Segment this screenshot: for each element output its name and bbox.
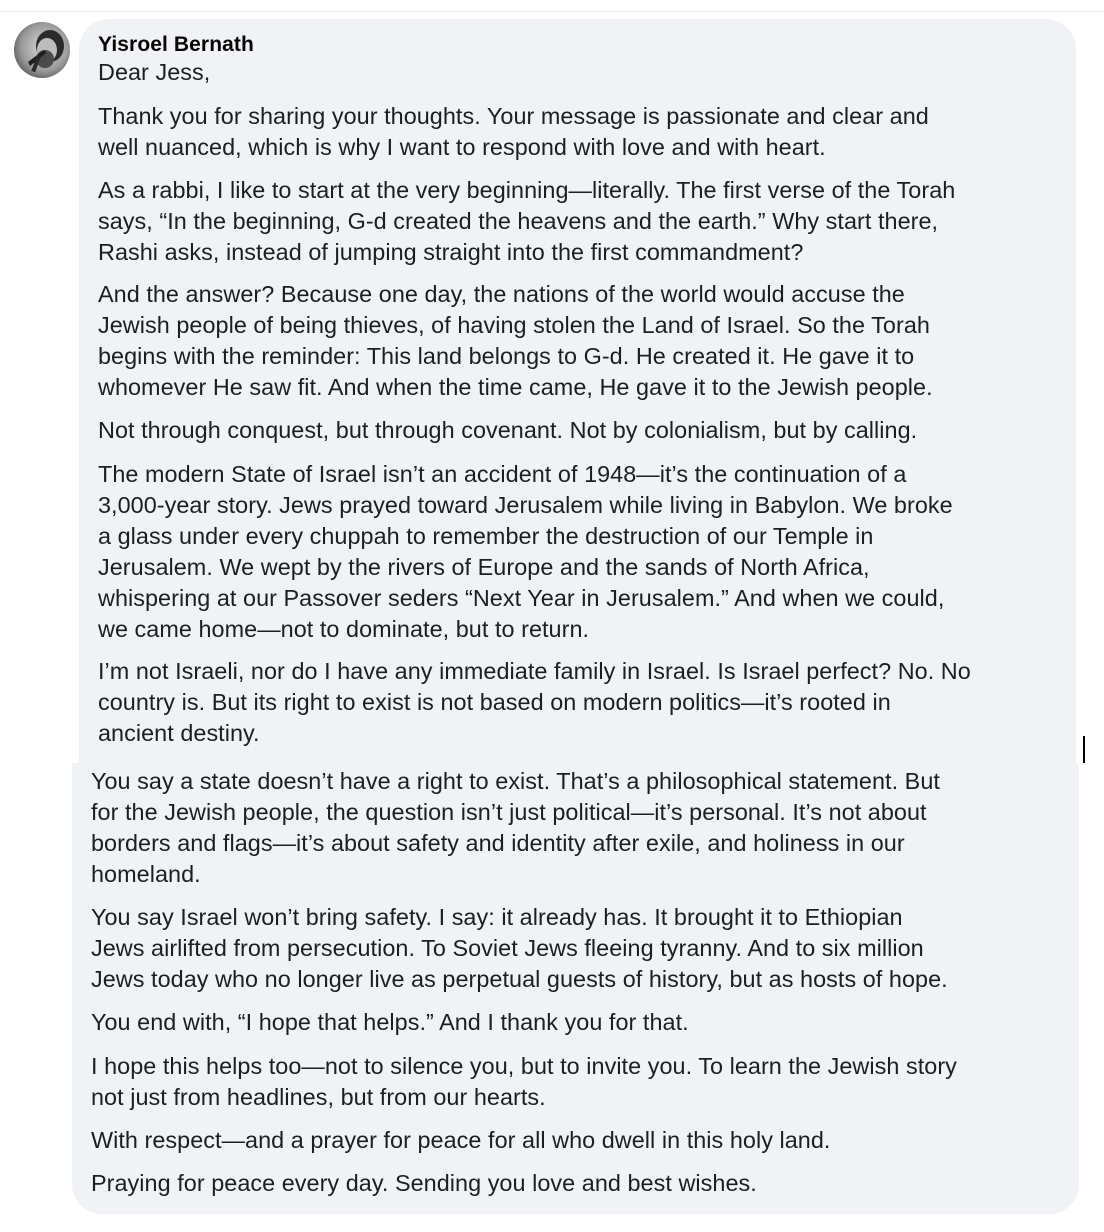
author-avatar[interactable]	[14, 22, 70, 78]
comment-paragraph-5: The modern State of Israel isn’t an accident of 1948—it’s the continuation of a 3,000-year story. Jews prayed toward Jerusalem while living in Babylon. We broke a glass under every chuppah to remember the destruction of our Temple in Jerusalem. We wept by the rivers of Europe and the sands of North Africa, whispering at our Passover seders “Next Year in Jerusalem.” And when we could, we came home—not to dominate, but to return.	[98, 461, 953, 642]
comment-paragraph-1: Thank you for sharing your thoughts. Your message is passionate and clear and well nuanced, which is why I want to respond with love and with heart.	[98, 103, 929, 160]
top-divider	[0, 11, 1104, 12]
comment-paragraph-11: With respect—and a prayer for peace for all who dwell in this holy land.	[91, 1127, 831, 1153]
profile-photo-avatar-icon	[14, 22, 70, 78]
comment-paragraph-2: As a rabbi, I like to start at the very beginning—literally. The first verse of the Torah says, “In the beginning, G-d created the heavens and the earth.” Why start there, Rashi asks, instead of jumping straight into the first commandment?	[98, 177, 956, 265]
comment-paragraph-4: Not through conquest, but through covenant. Not by colonialism, but by calling.	[98, 417, 918, 443]
comment-paragraph-12: Praying for peace every day. Sending you love and best wishes.	[91, 1170, 757, 1196]
comment-paragraph-3: And the answer? Because one day, the nations of the world would accuse the Jewish people of being thieves, of having stolen the Land of Israel. So the Torah begins with the reminder: This land belongs to G-d. He created it. He gave it to whomever He saw fit. And when the time came, He gave it to the Jewish people.	[98, 281, 933, 400]
comment-paragraph-10: I hope this helps too—not to silence you, but to invite you. To learn the Jewish story not just from headlines, but from our hearts.	[91, 1053, 957, 1110]
text-cursor	[1083, 736, 1085, 763]
comment-paragraph-6: I’m not Israeli, nor do I have any immediate family in Israel. Is Israel perfect? No. No country is. But its right to exist is not based on modern politics—it’s rooted in ancient destiny.	[98, 658, 971, 746]
comment-author-name[interactable]: Yisroel Bernath	[98, 33, 254, 56]
comment-paragraph-9: You end with, “I hope that helps.” And I thank you for that.	[91, 1009, 689, 1035]
comment-paragraph-8: You say Israel won’t bring safety. I say: it already has. It brought it to Ethiopian Jews airlifted from persecution. To Soviet Jews fleeing tyranny. And to six million Jews today who no longer live as perpetual guests of history, but as hosts of hope.	[91, 904, 948, 992]
comment-greeting: Dear Jess,	[98, 59, 211, 85]
comment-paragraph-7: You say a state doesn’t have a right to exist. That’s a philosophical statement. But for the Jewish people, the question isn’t just political—it’s personal. It’s not about borders and flags—it’s about safety and identity after exile, and holiness in our homeland.	[91, 768, 940, 887]
